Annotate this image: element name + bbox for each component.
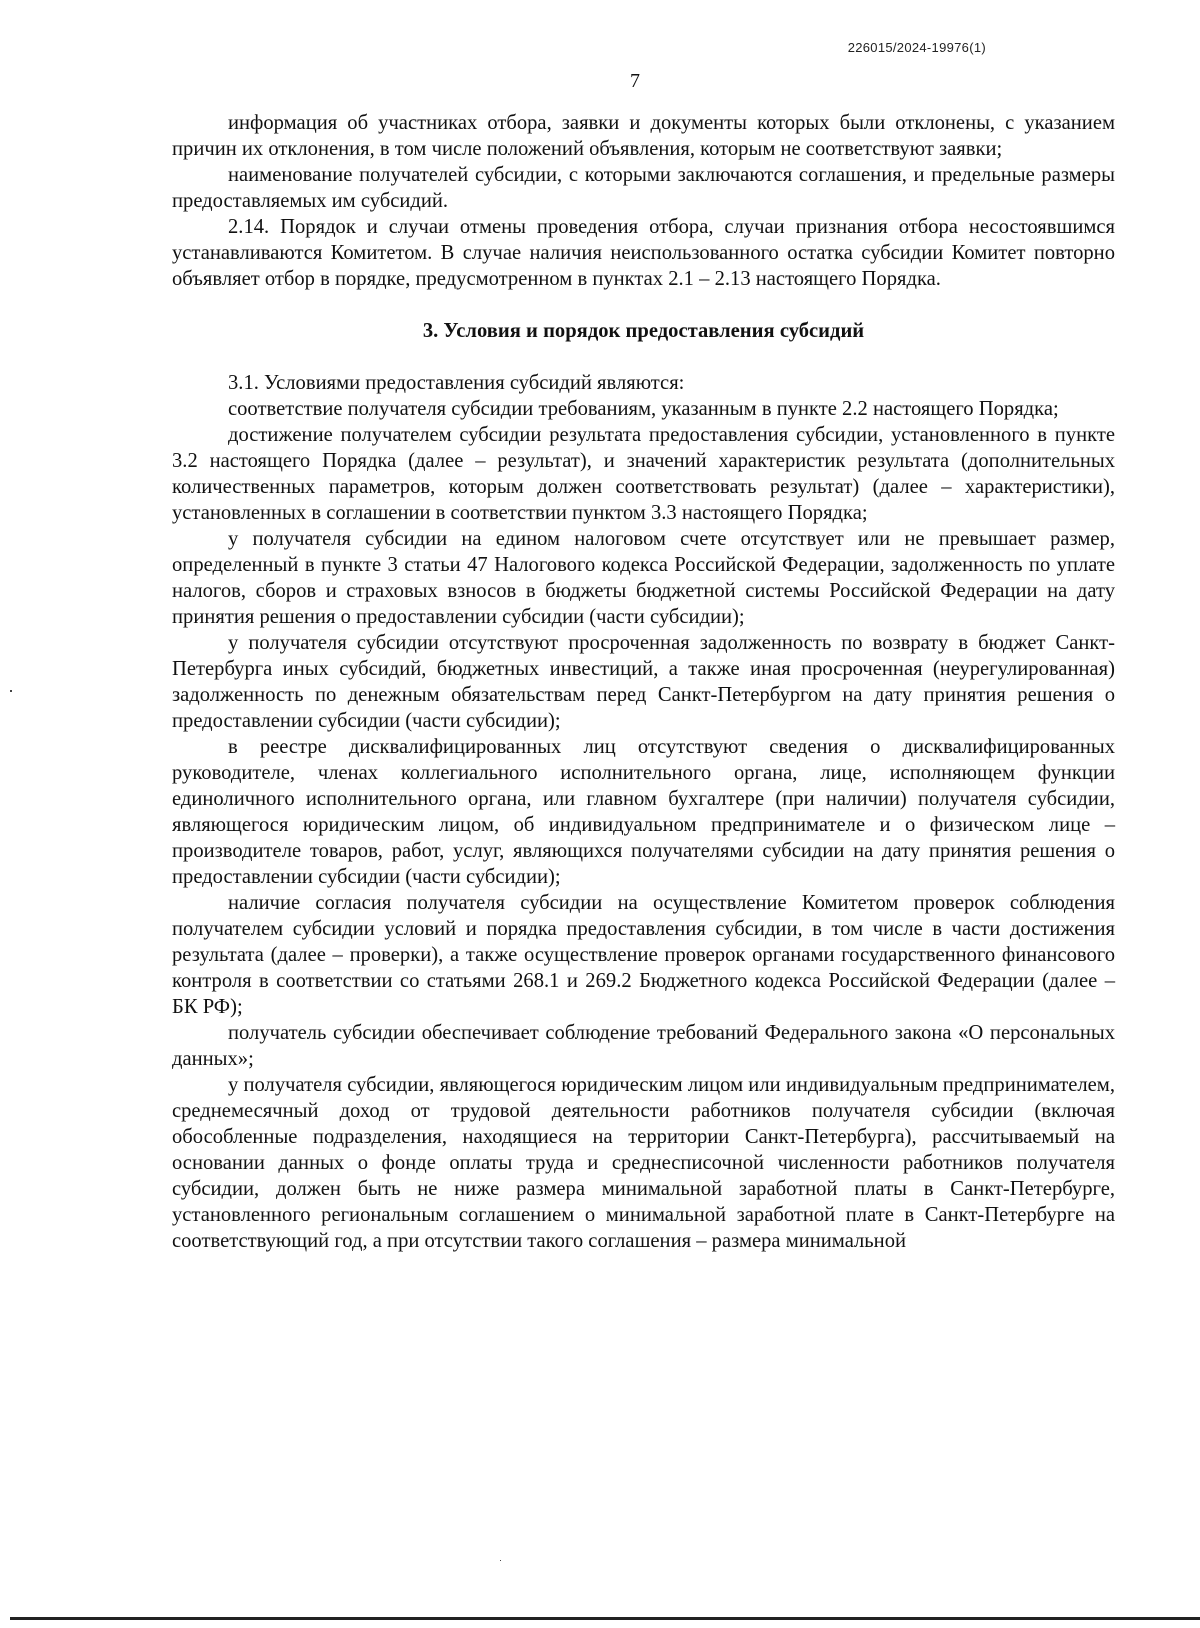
scan-speck: [500, 1560, 501, 1561]
paragraph-condition-result: достижение получателем субсидии результата предоставления субсидии, установленного в пункте 3.2 настоящего Порядка (далее – результат), и значений характеристик результата (дополнительных количественных параметров, которым должен соответствовать результат) (далее – характеристики), установленных в соглашении в соответствии пунктом 3.3 настоящего Порядка;: [172, 424, 1115, 524]
paragraph-rejected-participants-info: информация об участниках отбора, заявки и документы которых были отклонены, с указанием причин их отклонения, в том числе положений объявления, которым не соответствуют заявки;: [172, 112, 1115, 160]
paragraph-recipients-names: наименование получателей субсидии, с которыми заключаются соглашения, и предельные размеры предоставляемых им субсидий.: [172, 164, 1115, 212]
paragraph-clause-2-14: 2.14. Порядок и случаи отмены проведения отбора, случаи признания отбора несостоявшимся устанавливаются Комитетом. В случае наличия неиспользованного остатка субсидии Комитет повторно объявляет отбор в порядке, предусмотренном в пунктах 2.1 – 2.13 настоящего Порядка.: [172, 216, 1115, 290]
page-number: 7: [630, 70, 640, 92]
paragraph-clause-3-1: 3.1. Условиями предоставления субсидий являются:: [228, 372, 685, 394]
paragraph-condition-personal-data: получатель субсидии обеспечивает соблюдение требований Федерального закона «О персональных данных»;: [172, 1022, 1115, 1070]
paragraph-condition-tax-debt: у получателя субсидии на едином налоговом счете отсутствует или не превышает размер, определенный в пункте 3 статьи 47 Налогового кодекса Российской Федерации, задолженность по уплате налогов, сборов и страховых взносов в бюджеты бюджетной системы Российской Федерации на дату принятия решения о предоставлении субсидии (части субсидии);: [172, 528, 1115, 628]
paragraph-condition-overdue-debt: у получателя субсидии отсутствуют просроченная задолженность по возврату в бюджет Санкт-Петербурга иных субсидий, бюджетных инвестиций, а также иная просроченная (неурегулированная) задолженность по денежным обязательствам перед Санкт-Петербургом на дату принятия решения о предоставлении субсидии (части субсидии);: [172, 632, 1115, 732]
document-body: [172, 110, 1115, 1254]
paragraph-condition-minimum-wage: у получателя субсидии, являющегося юридическим лицом или индивидуальным предпринимателем, среднемесячный доход от трудовой деятельности работников получателя субсидии (включая обособленные подразделения, находящиеся на территории Санкт-Петербурга), рассчитываемый на основании данных о фонде оплаты труда и среднесписочной численности работников получателя субсидии, должен быть не ниже размера минимальной заработной платы в Санкт-Петербурге, установленного региональным соглашением о минимальной заработной плате в Санкт-Петербурге на соответствующий год, а при отсутствии такого соглашения – размера минимальной: [172, 1074, 1115, 1252]
section-heading-3: 3. Условия и порядок предоставления субсидий: [422, 320, 865, 342]
document-registration-number: 226015/2024-19976(1): [847, 40, 986, 55]
scan-bottom-edge: [10, 1617, 1200, 1620]
paragraph-condition-requirements: соответствие получателя субсидии требованиям, указанным в пункте 2.2 настоящего Порядка;: [228, 398, 1059, 420]
paragraph-condition-disqualified-registry: в реестре дисквалифицированных лиц отсутствуют сведения о дисквалифицированных руководителе, членах коллегиального исполнительного органа, лице, исполняющем функции единоличного исполнительного органа, или главном бухгалтере (при наличии) получателя субсидии, являющегося юридическим лицом, об индивидуальном предпринимателе и о физическом лице – производителе товаров, работ, услуг, являющихся получателями субсидии на дату принятия решения о предоставлении субсидии (части субсидии);: [172, 736, 1115, 888]
paragraph-condition-inspection-consent: наличие согласия получателя субсидии на осуществление Комитетом проверок соблюдения получателем субсидии условий и порядка предоставления субсидии, в том числе в части достижения результата (далее – проверки), а также осуществление проверок органами государственного финансового контроля в соответствии со статьями 268.1 и 269.2 Бюджетного кодекса Российской Федерации (далее – БК РФ);: [172, 892, 1115, 1018]
scan-speck: [10, 690, 12, 692]
